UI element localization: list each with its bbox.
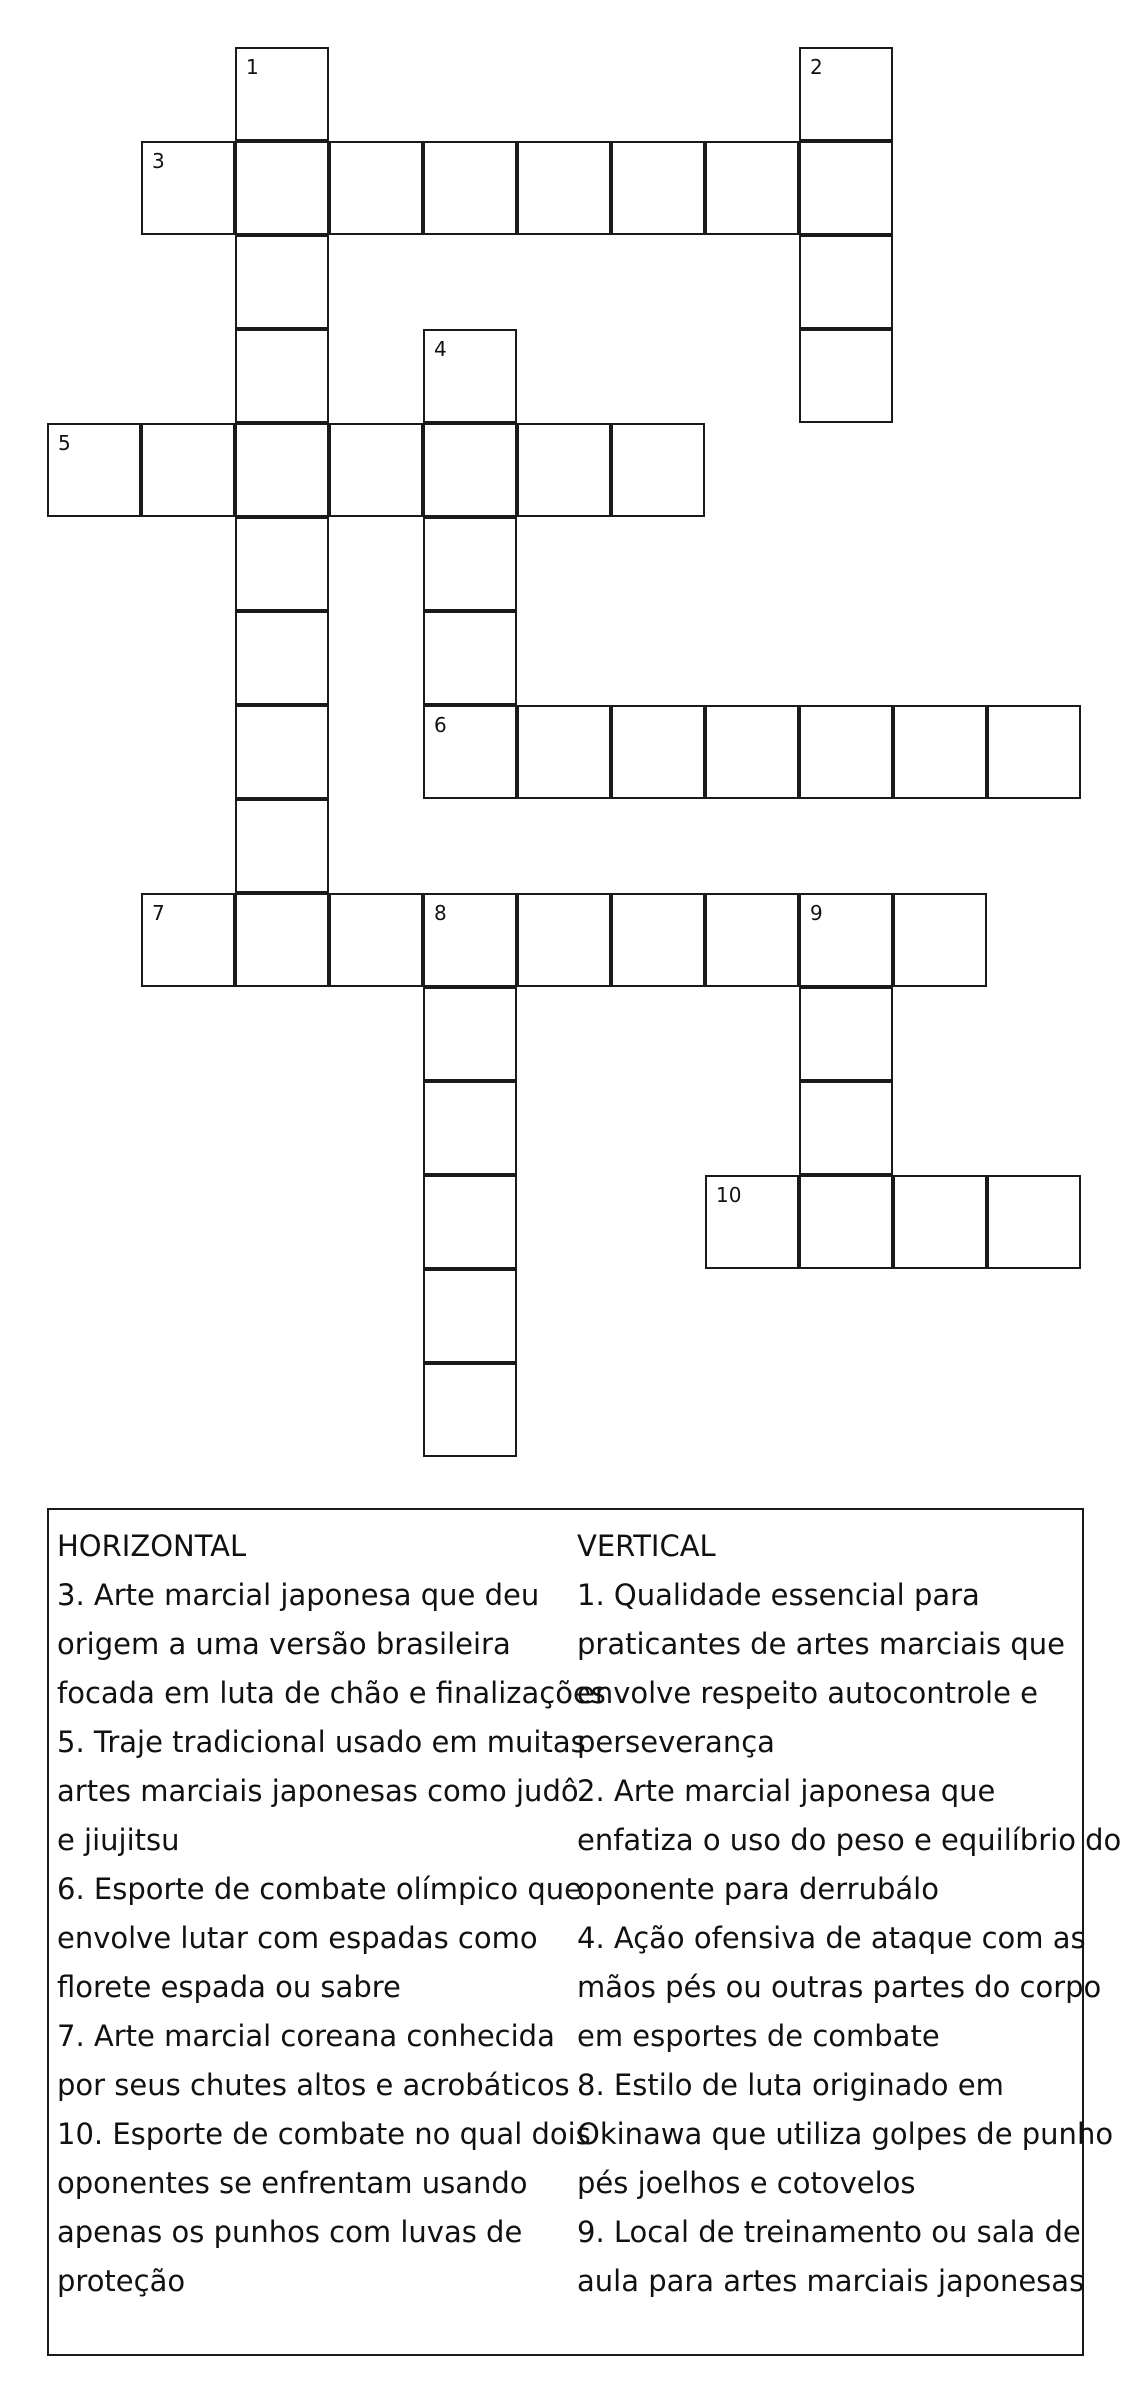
crossword-cell[interactable] [517,141,611,235]
crossword-cell[interactable] [705,141,799,235]
vertical-heading: VERTICAL [577,1529,716,1563]
crossword-cell[interactable] [329,893,423,987]
crossword-cell[interactable] [423,611,517,705]
crossword-cell[interactable] [423,1175,517,1269]
clue-number: 4 [434,337,447,361]
clue-line: florete espada ou sabre [57,1970,401,2004]
clue-number: 10 [716,1183,742,1207]
clues-box [47,1508,1122,2356]
crossword-cell[interactable] [893,1175,987,1269]
clue-number: 3 [152,149,165,173]
crossword-cell[interactable] [799,1175,893,1269]
clue-number: 5 [58,431,71,455]
crossword-cell[interactable] [141,423,235,517]
crossword-cell[interactable] [235,893,329,987]
clue-line: oponente para derrubálo [577,1872,939,1906]
crossword-cell[interactable] [423,1269,517,1363]
crossword-cell[interactable] [423,705,517,799]
clue-line: pés joelhos e cotovelos [577,2166,916,2200]
crossword-cell[interactable] [705,893,799,987]
crossword-cell[interactable] [799,47,893,141]
crossword-cell[interactable] [423,1081,517,1175]
crossword-cell[interactable] [235,235,329,329]
clue-line: envolve respeito autocontrole e [577,1676,1038,1710]
crossword-cell[interactable] [141,141,235,235]
clue-line: por seus chutes altos e acrobáticos [57,2068,570,2102]
clue-line: 10. Esporte de combate no qual dois [57,2117,591,2151]
clue-line: aula para artes marciais japonesas [577,2264,1085,2298]
clue-line: Okinawa que utiliza golpes de punho [577,2117,1114,2151]
clue-line: 8. Estilo de luta originado em [577,2068,1004,2102]
crossword-cell[interactable] [799,141,893,235]
clue-number: 8 [434,901,447,925]
crossword-cell[interactable] [517,423,611,517]
clue-line: 6. Esporte de combate olímpico que [57,1872,582,1906]
horizontal-heading: HORIZONTAL [57,1529,247,1563]
crossword-cell[interactable] [235,329,329,423]
crossword-cell[interactable] [611,893,705,987]
crossword-cell[interactable] [611,141,705,235]
crossword-cell[interactable] [47,423,141,517]
clue-line: 3. Arte marcial japonesa que deu [57,1578,540,1612]
clue-line: 1. Qualidade essencial para [577,1578,980,1612]
crossword-cell[interactable] [235,423,329,517]
crossword-cell[interactable] [987,705,1081,799]
crossword-cell[interactable] [517,705,611,799]
crossword-cell[interactable] [799,705,893,799]
vertical-clues [577,1522,1122,2306]
crossword-cell[interactable] [235,47,329,141]
clue-number: 1 [246,55,259,79]
crossword-cell[interactable] [705,705,799,799]
crossword-cell[interactable] [799,235,893,329]
clue-line: e jiujitsu [57,1823,180,1857]
crossword-cell[interactable] [705,1175,799,1269]
clue-number: 7 [152,901,165,925]
clue-line: 7. Arte marcial coreana conhecida [57,2019,555,2053]
clue-line: artes marciais japonesas como judô [57,1774,579,1808]
clue-line: em esportes de combate [577,2019,940,2053]
crossword-cell[interactable] [611,705,705,799]
horizontal-clues [57,1522,606,2306]
clue-line: focada em luta de chão e finalizações [57,1676,606,1710]
crossword-cell[interactable] [893,893,987,987]
crossword-cell[interactable] [235,705,329,799]
clue-line: envolve lutar com espadas como [57,1921,538,1955]
crossword-cell[interactable] [423,987,517,1081]
clue-line: praticantes de artes marciais que [577,1627,1065,1661]
crossword-cell[interactable] [235,611,329,705]
crossword-cell[interactable] [329,423,423,517]
crossword-cell[interactable] [235,517,329,611]
crossword-cell[interactable] [423,141,517,235]
crossword-cell[interactable] [423,517,517,611]
crossword-cell[interactable] [329,141,423,235]
clue-line: 4. Ação ofensiva de ataque com as [577,1921,1086,1955]
clue-line: perseverança [577,1725,775,1759]
crossword-cell[interactable] [423,893,517,987]
crossword-cell[interactable] [235,141,329,235]
crossword-cell[interactable] [423,1363,517,1457]
clue-line: 2. Arte marcial japonesa que [577,1774,996,1808]
clue-number: 9 [810,901,823,925]
clue-line: enfatiza o uso do peso e equilíbrio do [577,1823,1122,1857]
clue-line: proteção [57,2264,186,2298]
crossword-cell[interactable] [235,799,329,893]
crossword-cell[interactable] [423,423,517,517]
clue-number: 2 [810,55,823,79]
clue-line: 5. Traje tradicional usado em muitas [57,1725,586,1759]
crossword-cell[interactable] [799,1081,893,1175]
crossword-cell[interactable] [611,423,705,517]
clue-number: 6 [434,713,447,737]
clue-line: 9. Local de treinamento ou sala de [577,2215,1081,2249]
crossword-cell[interactable] [799,329,893,423]
clue-line: mãos pés ou outras partes do corpo [577,1970,1102,2004]
crossword-cell[interactable] [423,329,517,423]
crossword-cell[interactable] [893,705,987,799]
clue-line: origem a uma versão brasileira [57,1627,511,1661]
crossword-cell[interactable] [799,987,893,1081]
crossword-cell[interactable] [517,893,611,987]
clue-line: oponentes se enfrentam usando [57,2166,528,2200]
clue-line: apenas os punhos com luvas de [57,2215,523,2249]
crossword-cell[interactable] [799,893,893,987]
crossword-cell[interactable] [987,1175,1081,1269]
crossword-cell[interactable] [141,893,235,987]
